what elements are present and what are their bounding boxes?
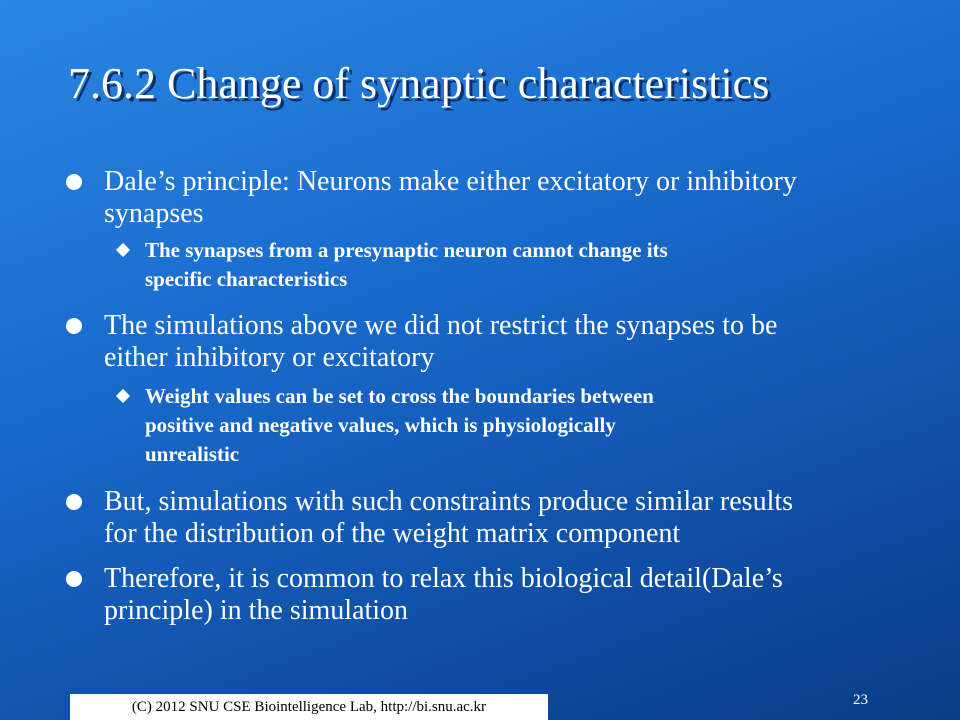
bullet-text-line: principle) in the simulation: [104, 595, 409, 626]
bullet-text-line: for the distribution of the weight matrix component: [104, 518, 681, 549]
slide-title: 7.6.2 Change of synaptic characteristics: [68, 59, 770, 108]
bullet-text-line: Dale’s principle: Neurons make either excitatory or inhibitory: [104, 166, 797, 197]
sub-bullet-text-line: The synapses from a presynaptic neuron cannot change its: [145, 238, 668, 262]
bullet-dot-icon: [66, 571, 82, 587]
page-number: 23: [853, 692, 868, 708]
diamond-bullet-icon: [116, 389, 130, 403]
sub-bullet-text-line: Weight values can be set to cross the boundaries between: [145, 384, 654, 408]
bullet-dot-icon: [66, 174, 82, 190]
bullet-text: [104, 166, 904, 230]
sub-bullet-text-line: unrealistic: [145, 442, 240, 466]
bullet-text-line: synapses: [104, 198, 204, 229]
bullet-text-line: But, simulations with such constraints produce similar results: [104, 486, 794, 517]
bullet-dot-icon: [66, 494, 82, 510]
bullet-text: [104, 563, 904, 627]
bullet-text-line: The simulations above we did not restrict the synapses to be: [104, 310, 778, 341]
bullet-text-line: either inhibitory or excitatory: [104, 342, 435, 373]
bullet-text: [104, 486, 904, 550]
footer-copyright: (C) 2012 SNU CSE Biointelligence Lab, http://bi.snu.ac.kr: [70, 694, 548, 720]
diamond-bullet-icon: [116, 243, 130, 257]
sub-bullet-text: [145, 382, 845, 469]
bullet-dot-icon: [66, 318, 82, 334]
bullet-text: [104, 310, 904, 374]
sub-bullet-text-line: specific characteristics: [145, 267, 348, 291]
bullet-text-line: Therefore, it is common to relax this biological detail(Dale’s: [104, 563, 783, 594]
sub-bullet-text-line: positive and negative values, which is physiologically: [145, 413, 616, 437]
sub-bullet-text: [145, 236, 845, 294]
